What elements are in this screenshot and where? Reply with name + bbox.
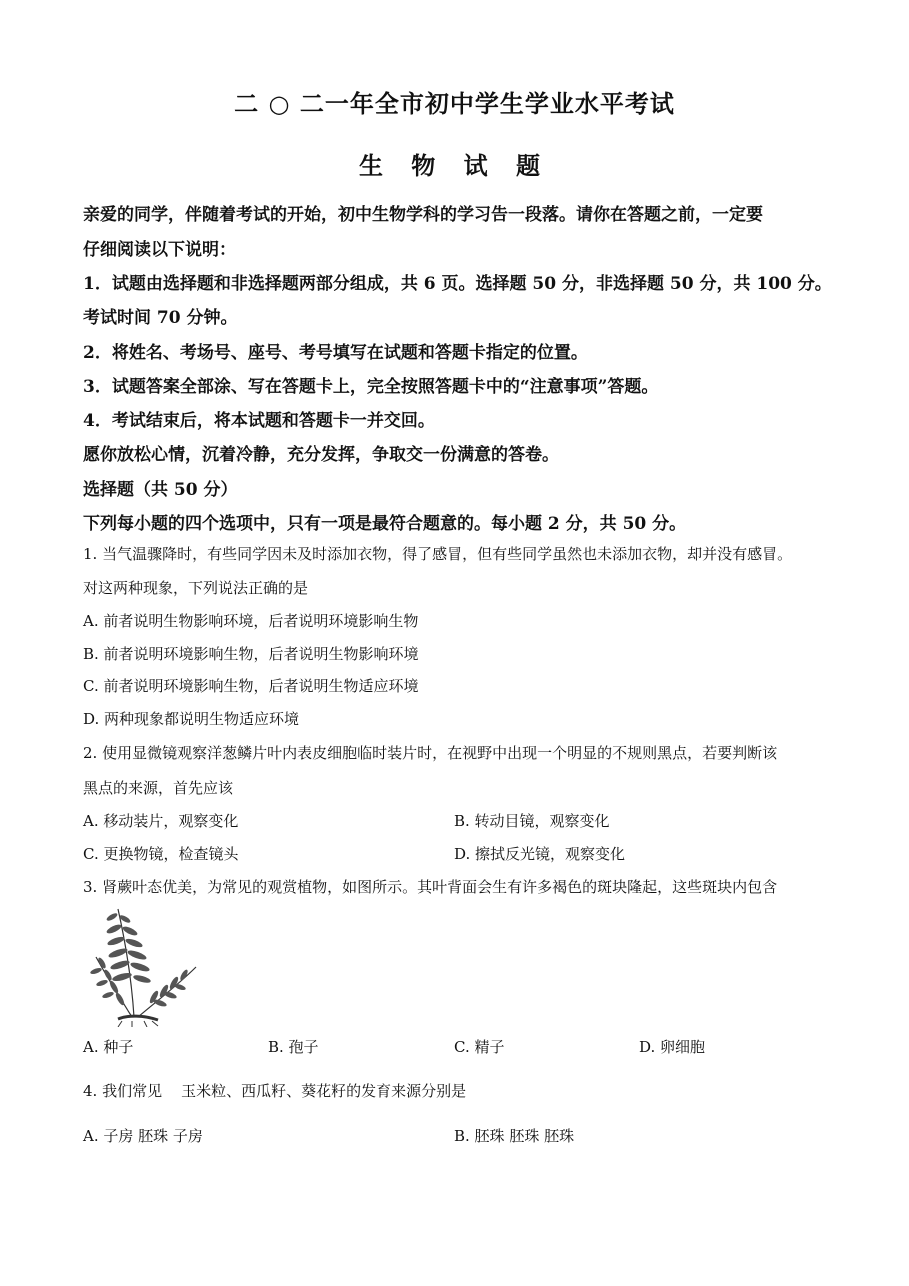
q3-option-a: A. 种子 — [83, 1038, 134, 1056]
q1-option-b: B. 前者说明环境影响生物，后者说明生物影响环境 — [83, 645, 419, 663]
note-2: 2．将姓名、考场号、座号、考号填写在试题和答题卡指定的位置。 — [83, 343, 588, 363]
q2-option-d: D. 擦拭反光镜，观察变化 — [454, 845, 626, 863]
q4-stem-1: 4. 我们常见 玉米粒、西瓜籽、葵花籽的发育来源分别是 — [83, 1082, 467, 1100]
q2-option-c: C. 更换物镜，检查镜头 — [83, 845, 239, 863]
q4-option-b: B. 胚珠 胚珠 胚珠 — [454, 1127, 575, 1145]
intro-line-2: 仔细阅读以下说明： — [83, 240, 236, 260]
q1-option-a: A. 前者说明生物影响环境，后者说明环境影响生物 — [83, 612, 419, 630]
q4-option-a: A. 子房 胚珠 子房 — [83, 1127, 203, 1145]
note-1b: 考试时间 70 分钟。 — [83, 308, 238, 328]
section-instruction: 下列每小题的四个选项中，只有一项是最符合题意的。每小题 2 分，共 50 分。 — [83, 514, 687, 534]
note-3: 3．试题答案全部涂、写在答题卡上，完全按照答题卡中的“注意事项”答题。 — [83, 377, 659, 397]
q1-option-d: D. 两种现象都说明生物适应环境 — [83, 710, 300, 728]
q1-option-c: C. 前者说明环境影响生物，后者说明生物适应环境 — [83, 677, 419, 695]
note-1a: 1．试题由选择题和非选择题两部分组成，共 6 页。选择题 50 分，非选择题 50 分，共 100 分。 — [83, 274, 832, 294]
q3-option-b: B. 孢子 — [268, 1038, 319, 1056]
q2-option-b: B. 转动目镜，观察变化 — [454, 812, 610, 830]
q3-option-d: D. 卵细胞 — [639, 1038, 706, 1056]
section-heading: 选择题（共 50 分） — [83, 480, 238, 500]
q1-stem-2: 对这两种现象，下列说法正确的是 — [83, 579, 309, 597]
q2-option-a: A. 移动装片，观察变化 — [83, 812, 239, 830]
exam-title: 二 ○ 二一年全市初中学生学业水平考试 — [234, 89, 675, 118]
q2-stem-2: 黑点的来源，首先应该 — [83, 779, 234, 797]
q2-stem-1: 2. 使用显微镜观察洋葱鳞片叶内表皮细胞临时装片时，在视野中出现一个明显的不规则黑点，若要判断该 — [83, 744, 778, 762]
intro-line-1: 亲爱的同学，伴随着考试的开始，初中生物学科的学习告一段落。请你在答题之前，一定要 — [83, 205, 763, 225]
exam-subtitle: 生 物 试 题 — [358, 151, 551, 180]
wish-line: 愿你放松心情，沉着冷静，充分发挥，争取交一份满意的答卷。 — [83, 445, 559, 465]
fern-illustration — [88, 905, 200, 1027]
note-4: 4．考试结束后，将本试题和答题卡一并交回。 — [83, 411, 435, 431]
q3-option-c: C. 精子 — [454, 1038, 505, 1056]
q1-stem-1: 1. 当气温骤降时，有些同学因未及时添加衣物，得了感冒，但有些同学虽然也未添加衣物，却并没有感冒。 — [83, 545, 793, 563]
q3-stem-1: 3. 肾蕨叶态优美，为常见的观赏植物，如图所示。其叶背面会生有许多褐色的斑块隆起，这些斑块内包含 — [83, 878, 778, 896]
